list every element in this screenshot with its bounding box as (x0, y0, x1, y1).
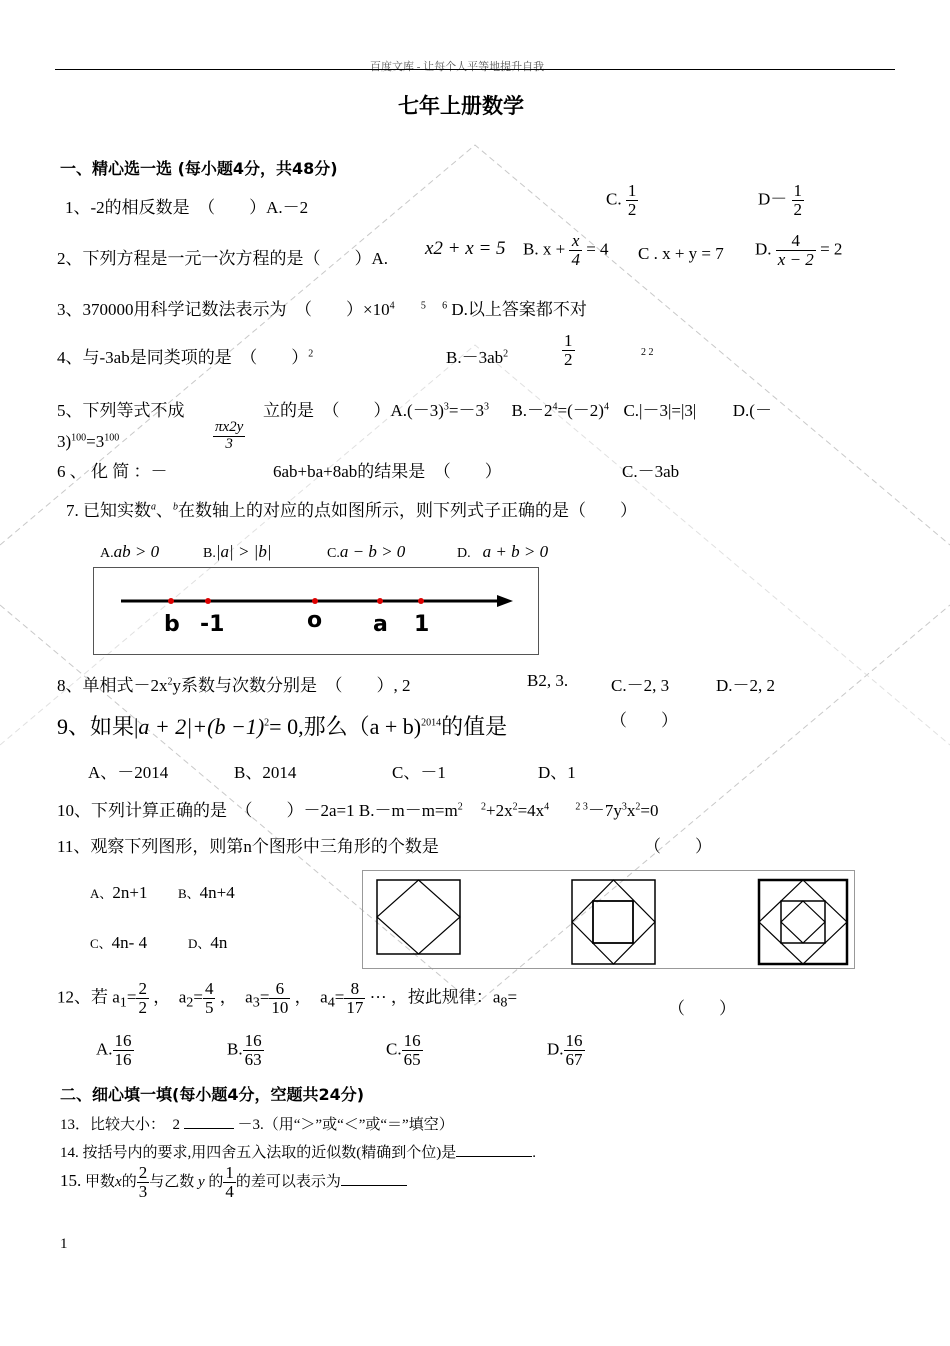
question-7-option-a (100, 542, 159, 562)
pattern-1 (377, 880, 460, 954)
expression: = 0,那么（a + b) (269, 714, 422, 739)
expression-tail: = 4 (586, 239, 609, 259)
option-expression: a − b > 0 (339, 542, 406, 561)
denominator: 2 (793, 199, 803, 219)
question-1 (65, 193, 308, 218)
expression-tail: = 2 (820, 239, 843, 259)
question-2-option-b (523, 232, 609, 269)
question-14-stem: 14. 按括号内的要求,用四舍五入法取的近似数(精确到个位)是 (60, 1145, 457, 1161)
question-5-option-a: 立的是 （ ）A.(－3) (263, 401, 444, 420)
option-value: 2n+1 (112, 883, 148, 902)
superscript: 2 (308, 348, 314, 360)
label-origin: o (307, 608, 323, 633)
superscript: 100 (71, 432, 87, 444)
numerator: 1 (627, 181, 637, 200)
expression: =3 (86, 432, 105, 451)
expression: x (626, 801, 636, 820)
text: 的 (208, 1173, 224, 1190)
separator: 、 (156, 501, 173, 520)
fraction (402, 1032, 423, 1069)
question-11-option-b (178, 883, 235, 903)
question-2-option-c: C . x + y = 7 (638, 244, 724, 263)
question-6-fraction (213, 420, 245, 453)
variable-b: b (173, 501, 178, 513)
question-5-continued (57, 432, 119, 452)
option-label: B. (227, 1039, 243, 1059)
text: 的 (121, 1173, 137, 1190)
superscript: 2 (503, 348, 509, 360)
numerator: 8 (344, 980, 365, 999)
question-12-stem: 12、若 a (57, 987, 120, 1007)
option-value: 4n (210, 933, 228, 952)
header-rule (55, 69, 895, 70)
question-10-stem: 10、下列计算正确的是 （ ）－2a=1 B.－m－m=m (57, 801, 458, 820)
denominator: 3 (138, 1181, 148, 1201)
arrow-icon (497, 595, 513, 607)
question-11-answer-paren: （ ） (644, 837, 712, 856)
fraction (269, 980, 290, 1017)
denominator: 10 (271, 997, 289, 1017)
superscript: 2 3 (575, 801, 588, 813)
question-10 (57, 796, 659, 821)
numerator: πx2y (215, 419, 244, 435)
page-number: 1 (60, 1236, 68, 1252)
question-7 (66, 496, 637, 521)
denominator: 4 (225, 1181, 234, 1201)
numerator: 4 (204, 979, 214, 998)
option-label: C. (386, 1039, 402, 1059)
question-6-stem: 6 、 化 简 ：－ (57, 462, 168, 481)
question-12-option-b (227, 1032, 264, 1069)
label-one: 1 (414, 612, 430, 637)
question-5-stem: 5、下列等式不成 (57, 401, 185, 420)
variable-y: y (197, 1173, 205, 1190)
question-11-option-d (188, 933, 227, 953)
superscript: 4 (603, 401, 609, 413)
superscript: 2 (264, 717, 270, 729)
question-12-option-d (547, 1032, 585, 1069)
question-11-stem: 11、观察下列图形，则第n个图形中三角形的个数是 (57, 837, 439, 856)
question-12-answer-paren: （ ） (668, 999, 736, 1018)
question-1-stem: 1、-2的相反数是 （ ）A.－2 (65, 198, 309, 217)
fraction (792, 182, 805, 219)
question-9 (57, 710, 507, 741)
question-3 (57, 295, 587, 320)
expression: 3) (57, 432, 72, 451)
question-2-option-d (755, 232, 842, 269)
fraction (243, 1032, 264, 1069)
answer-blank[interactable] (456, 1156, 532, 1157)
expression: =4x (517, 801, 545, 820)
label-b: b (164, 612, 180, 637)
period: . (532, 1145, 536, 1161)
answer-blank[interactable] (341, 1185, 407, 1186)
pattern-2 (572, 880, 655, 964)
question-9-option-a: A、－2014 (88, 763, 169, 782)
superscript: 4 (544, 801, 550, 813)
expression: +2x (485, 801, 513, 820)
question-9-option-d: D、1 (538, 763, 576, 782)
subscript: 1 (119, 994, 127, 1011)
variable-a: a (151, 501, 156, 513)
option-label: D. (547, 1039, 564, 1059)
superscript: 2 (635, 801, 641, 813)
question-7-option-b (203, 542, 272, 562)
question-13 (60, 1113, 454, 1134)
option-label: C、 (90, 936, 112, 951)
question-8-option-d: D.－2, 2 (716, 676, 776, 695)
fraction (569, 232, 582, 269)
option-label: B. x + (523, 239, 566, 259)
denominator: 2 (138, 997, 147, 1017)
question-9-tail: 的值是 (441, 714, 508, 739)
question-4-superscripts: 2 2 (641, 347, 654, 358)
option-label: A. (96, 1039, 113, 1059)
option-label: A. (100, 546, 114, 561)
question-7-text: 在数轴上的对应的点如图所示，则下列式子正确的是（ ） (178, 501, 637, 520)
numerator: 16 (114, 1031, 132, 1050)
option-expression: ab > 0 (113, 542, 160, 561)
denominator: 63 (244, 1049, 262, 1069)
expression: =－3 (448, 401, 484, 420)
point-one (418, 598, 424, 604)
question-8 (57, 671, 411, 696)
superscript: 3 (443, 401, 449, 413)
superscript: 4 (552, 401, 558, 413)
fraction (203, 980, 216, 1017)
subscript: 3 (252, 994, 260, 1011)
question-11-option-c (90, 933, 147, 953)
expression: －7y (587, 801, 622, 820)
question-9-option-c: C、－1 (392, 763, 446, 782)
option-value: 4n+4 (199, 883, 235, 902)
question-12-option-a (96, 1032, 134, 1069)
point-origin (312, 598, 318, 604)
option-label: D－ (758, 189, 788, 209)
expression: a + 2|+(b −1) (138, 714, 265, 739)
numerator: 16 (244, 1031, 262, 1050)
fraction (344, 980, 365, 1017)
question-5 (57, 396, 772, 421)
text: 与乙数 (149, 1173, 195, 1190)
denominator: 2 (564, 349, 573, 369)
fraction (562, 332, 575, 369)
question-13-text: －3.（用“＞”或“＜”或“＝”填空） (237, 1117, 454, 1133)
superscript: 3 (483, 401, 489, 413)
question-9-option-b: B、2014 (234, 763, 297, 782)
triangle-pattern-figure (362, 870, 856, 970)
fraction (626, 182, 639, 219)
question-7-stem: 7. 已知实数 (66, 501, 151, 520)
question-2-stem: 2、下列方程是一元一次方程的是（ ）A. (57, 249, 389, 268)
numerator: 1 (225, 1163, 234, 1182)
question-9-answer-paren: （ ） (610, 711, 678, 730)
option-label: A、 (90, 886, 113, 901)
question-6-option-c: C.－3ab (622, 462, 680, 481)
page-header: 百度文库 - 让每个人平等地提升自我 (370, 61, 545, 73)
numerator: 16 (565, 1031, 583, 1050)
question-12-option-c (386, 1032, 423, 1069)
numerator: 16 (403, 1031, 421, 1050)
question-15-number: 15. (60, 1170, 82, 1190)
equals-sign: = (507, 987, 518, 1007)
numerator: 1 (564, 331, 573, 350)
question-9-stem: 9、如果| (57, 714, 139, 739)
label-a: a (373, 612, 388, 637)
superscript: 5 (420, 300, 426, 312)
fraction (113, 1032, 134, 1069)
question-5-option-b: B.－2 (511, 401, 553, 420)
option-label: C. (606, 189, 622, 209)
numerator: 2 (138, 1163, 148, 1182)
question-3-stem: 3、370000用科学记数法表示为 （ ）×10 (57, 300, 390, 319)
fraction (137, 1164, 150, 1201)
superscript: 3 (621, 801, 627, 813)
section-1-heading: 一、精心选一选 (每小题4分，共48分) (60, 159, 338, 178)
pattern-3 (759, 880, 847, 964)
option-label: B、 (178, 886, 200, 901)
question-14 (60, 1141, 536, 1162)
subscript: 8 (500, 994, 508, 1011)
superscript: 2 (480, 801, 486, 813)
question-8-option-c: C.－2, 3 (611, 676, 670, 695)
option-label: B.－3ab (446, 348, 504, 367)
question-5-option-d: D.(－ (732, 401, 772, 420)
point-minus-one (205, 598, 211, 604)
denominator: 3 (225, 435, 233, 452)
question-11-option-a (90, 883, 147, 903)
subscript: 2 (186, 994, 194, 1011)
superscript: 2 (457, 801, 463, 813)
numerator: 2 (138, 979, 147, 998)
question-7-option-d (457, 542, 548, 562)
option-label: D、 (188, 936, 211, 951)
label-minus-one: -1 (200, 612, 225, 637)
superscript: 2014 (421, 717, 442, 729)
subscript: 4 (327, 994, 335, 1011)
superscript: 2 (167, 676, 173, 688)
question-6-text: 6ab+ba+8ab的结果是 （ ） (273, 462, 502, 481)
fraction (564, 1032, 585, 1069)
question-2-option-a: x2 + x = 5 (425, 238, 506, 259)
text: 的差可以表示为 (235, 1173, 341, 1190)
question-4 (57, 343, 313, 368)
fraction (213, 420, 245, 453)
question-7-option-c (327, 542, 405, 562)
point-b (168, 598, 174, 604)
denominator: 16 (114, 1049, 132, 1069)
option-label: C. (327, 546, 340, 561)
denominator: 65 (403, 1049, 421, 1069)
question-8-text: y系数与次数分别是 （ ）, 2 (172, 676, 411, 695)
denominator: 2 (627, 199, 637, 219)
question-8-option-b: B2, 3. (527, 671, 569, 690)
question-12: 12、若 $a_1=$ $\frac{2}{2}$ ， $a_2=$ $\frac{4}{5}$ ， $a_3=$ $\frac{6}{10}$ ， $a_4=$ $\frac{8}{17}$ ··· ，按此规律：$a_8=$ (57, 979, 518, 1017)
point-a (377, 598, 383, 604)
fraction (136, 980, 149, 1017)
numerator: 6 (269, 980, 290, 999)
superscript: 6 (442, 300, 448, 312)
variable-x: x (115, 1173, 122, 1190)
option-value: 4n- 4 (111, 933, 148, 952)
option-d: D.以上答案都不对 (451, 300, 587, 319)
fraction (223, 1164, 236, 1201)
sequence-rule-text: ··· ，按此规律：a (369, 987, 501, 1007)
question-13-stem: 13．比较大小： 2 (60, 1117, 181, 1133)
denominator: x − 2 (777, 249, 814, 269)
text: 甲数 (85, 1173, 116, 1190)
option-label: D. (457, 546, 471, 561)
expression: =0 (640, 801, 659, 820)
numerator: 1 (793, 181, 803, 200)
page-title: 七年上册数学 (398, 94, 524, 118)
question-4-option-b (446, 343, 508, 368)
superscript: 2 (512, 801, 518, 813)
question-15 (60, 1164, 407, 1201)
denominator: 5 (204, 997, 214, 1017)
denominator: 17 (346, 997, 364, 1017)
numerator: 4 (776, 232, 816, 251)
option-label: B. (203, 546, 216, 561)
question-1-option-c (606, 182, 638, 219)
option-expression: a + b > 0 (482, 542, 549, 561)
option-label: D. (755, 239, 772, 259)
question-4-stem: 4、与-3ab是同类项的是 （ ） (57, 348, 309, 367)
answer-blank[interactable] (184, 1128, 234, 1129)
denominator: 67 (565, 1049, 583, 1069)
fraction (776, 232, 816, 269)
superscript: 4 (389, 300, 395, 312)
question-8-stem: 8、单相式－2x (57, 676, 168, 695)
question-1-option-d (758, 182, 804, 219)
superscript: 100 (104, 432, 120, 444)
expression: =(－2) (557, 401, 604, 420)
question-4-fraction (562, 332, 575, 369)
option-expression: |a| > |b| (215, 542, 272, 561)
denominator: 4 (571, 249, 580, 269)
numerator: x (569, 232, 582, 251)
question-5-option-c: C.|－3|=|3| (623, 401, 697, 420)
section-2-heading: 二、细心填一填(每小题4分，空题共24分) (60, 1085, 365, 1104)
